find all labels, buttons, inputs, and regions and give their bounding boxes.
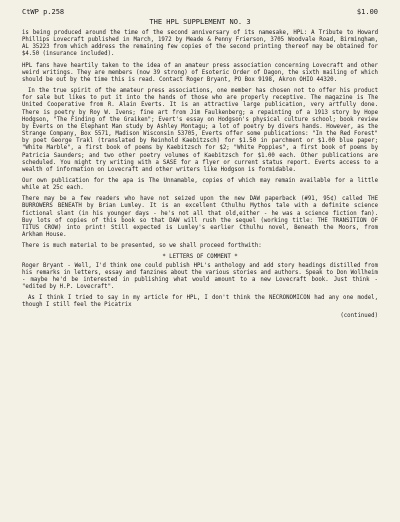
price: $1.00 [356,8,378,16]
letter-roger-bryant: Roger Bryant - Well, I'd think one could publish HPL's anthology and add story headings distilled from his remarks in letters, essay and fanzines about the various stories and authors. Speak to Don Wollheim - maybe he'd be interested in publishing what would amount to a new Lovecraft book. Just think - "edited by H.P. Lovecraft". [22,262,378,290]
paragraph-united-cooperative: In the true spirit of the amateur press associations, one member has chosen not to offer his product for sale but likes to put it into the hands of those who are properly receptive. The magazine is The United Cooperative from R. Alain Everts. It is an attractive large publication, very artfully done. There is poetry by Roy W. Ivens; fine art from Jim Faulkenberg; a repainting of a 1913 story by Hope Hodgson, "The Finding of the Graiken"; Evert's essay on Hodgson's physical culture school; book review by Everts on the Elephant Man study by Ashley Montagu; a lot of poetry by divers hands. However, as the Strange Company, Box 5571, Madison Wisconsin 53705, Everts offer some publications: "In the Red Forest" by poet George Trakl (translated by Reinhold Kaebitzsch) for $1.50 in parchment or $1.00 blue paper; "White Marble", a first book of poems by Kaebitzsch for $2; "White Poppies", a first book of poems by Patricia Saunders; and two other poetry volumes of Kaebitzsch for $1.00 each. Other publications are scheduled. You might try writing with a SASE for a flyer or current status report. Everts access to a wealth of information on Lovecraft and other writers like Hodgson is formidable. [22,88,378,173]
paragraph-necronomicon: As I think I tried to say in my article for HPL, I don't think the NECRONOMICON had any one model, though I still feel the Picatrix [22,295,378,309]
page-header [22,8,378,16]
paragraph-intro: is being produced around the time of the second anniversary of its namesake, HPL: A Tribute to Howard Phillips Lovecraft published in March, 1972 by Meade & Penny Frierson, 3705 Woodvale Road, Birmingham, AL 35223 from which address the remaining few copies of the second printing thereof may be obtained for $4.50 (insurance included). [22,30,378,58]
paragraph-apa: HPL fans have heartily taken to the idea of an amateur press association concerning Lovecraft and other weird writings. They are members (now 39 strong) of Esoteric Order of Dagon, the sixth mailing of which should be out by the time this is read. Contact Roger Bryant, PO Box 9198, Akron OHIO 44320. [22,62,378,83]
page-title: THE HPL SUPPLEMENT NO. 3 [149,18,251,26]
paragraph-unnamable: Our own publication for the apa is The Unnamable, copies of which may remain available for a little while at 25c each. [22,177,378,192]
paragraph-burrowers: There may be a few readers who have not seized upon the new DAW paperback (#91, 95¢) called THE BURROWERS BENEATH by Brian Lumley. It is an excellent Cthulhu Mythos tale with a definite science fictional slant (in his younger days - he's not all that old,either - he was a science fiction fan). Buy lots of copies of this book so that DAW will rush the sequel (working title: THE TRANSITION OF TITUS CROW) into print! Still expected is Lumley's earlier Cthulhu novel, Beneath the Moors, from Arkham House. [22,196,378,239]
continued-note: (continued) [340,313,378,320]
letters-heading: * LETTERS OF COMMENT * [162,254,238,261]
page-reference: CtWP p.258 [22,8,65,16]
paragraph-transition: There is much material to be presented, so we shall proceed forthwith: [22,243,262,250]
